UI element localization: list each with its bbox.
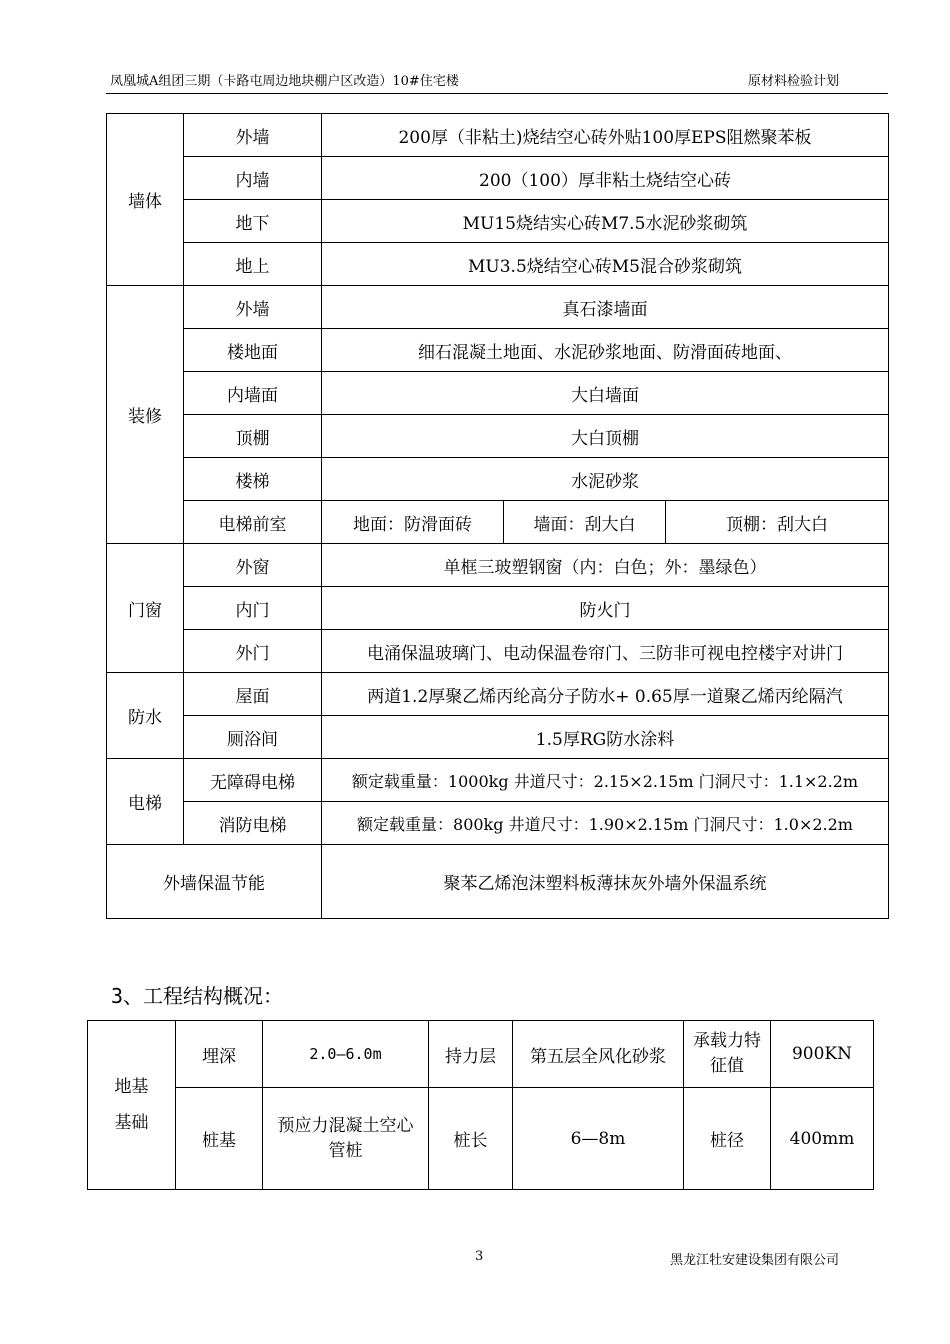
table-row [88,1088,874,1190]
cell-value: 6—8m [513,1088,684,1190]
table-row [107,673,889,716]
row-value: 水泥砂浆 [322,458,889,501]
cell-label: 桩基 [176,1088,263,1190]
table-row [107,286,889,329]
page-number: 3 [475,1249,484,1264]
table-row [107,329,889,372]
row-label: 外窗 [184,544,322,587]
cell-label: 埋深 [176,1021,263,1088]
row-value: 聚苯乙烯泡沫塑料板薄抹灰外墙外保温系统 [322,845,889,919]
group-label-elevator: 电梯 [107,759,184,845]
table-row [107,415,889,458]
cell-value: 900KN [771,1021,874,1088]
building-spec-table [106,113,889,919]
row-label: 内墙 [184,157,322,200]
footer-company: 黑龙江牡安建设集团有限公司 [669,1253,839,1268]
row-value: 大白墙面 [322,372,889,415]
row-label: 外门 [184,630,322,673]
row-value: 大白顶棚 [322,415,889,458]
row-label: 内门 [184,587,322,630]
row-value: 200（100）厚非粘土烧结空心砖 [322,157,889,200]
cell-label: 桩长 [429,1088,513,1190]
group-label-doors-windows: 门窗 [107,544,184,673]
cell-value: 预应力混凝土空心管桩 [263,1088,429,1190]
lobby-wall-value: 墙面：刮大白 [504,501,666,544]
table-row [107,544,889,587]
row-label: 内墙面 [184,372,322,415]
row-value: MU15烧结实心砖M7.5水泥砂浆砌筑 [322,200,889,243]
header-divider [106,93,888,94]
group-label-line: 基础 [114,1113,149,1133]
row-value: 额定载重量：1000kg 井道尺寸：2.15×2.15m 门洞尺寸：1.1×2.2m [322,759,889,802]
table-row [107,716,889,759]
group-label-foundation [88,1021,176,1190]
table-row [107,845,889,919]
row-label: 楼地面 [184,329,322,372]
row-label: 地下 [184,200,322,243]
lobby-ceiling-value: 顶棚：刮大白 [666,501,889,544]
table-row [88,1021,874,1088]
row-value: 额定载重量：800kg 井道尺寸：1.90×2.15m 门洞尺寸：1.0×2.2m [322,802,889,845]
row-label: 厕浴间 [184,716,322,759]
cell-label: 承载力特征值 [684,1021,771,1088]
row-label: 屋面 [184,673,322,716]
row-label: 无障碍电梯 [184,759,322,802]
table-row [107,458,889,501]
cell-value: 第五层全风化砂浆 [513,1021,684,1088]
table-row [107,630,889,673]
row-label: 外墙 [184,286,322,329]
row-label: 消防电梯 [184,802,322,845]
row-label: 地上 [184,243,322,286]
row-value: MU3.5烧结空心砖M5混合砂浆砌筑 [322,243,889,286]
row-value: 200厚（非粘土)烧结空心砖外贴100厚EPS阻燃聚苯板 [322,114,889,157]
section-title: 3、工程结构概况： [111,984,284,1008]
row-label: 顶棚 [184,415,322,458]
group-label-wall: 墙体 [107,114,184,286]
cell-value: 400mm [771,1088,874,1190]
table-row [107,157,889,200]
table-row [107,114,889,157]
table-row [107,372,889,415]
row-value: 防火门 [322,587,889,630]
header-document-title: 原材料检验计划 [747,74,839,89]
group-label-decoration: 装修 [107,286,184,544]
cell-value: 2.0—6.0m [263,1021,429,1088]
table-row [107,200,889,243]
row-label: 外墙保温节能 [107,845,322,919]
row-value: 两道1.2厚聚乙烯丙纶高分子防水+ 0.65厚一道聚乙烯丙纶隔汽 [322,673,889,716]
table-row [107,587,889,630]
cell-label: 桩径 [684,1088,771,1190]
lobby-floor-value: 地面：防滑面砖 [322,501,504,544]
row-label: 外墙 [184,114,322,157]
row-value: 真石漆墙面 [322,286,889,329]
row-label: 电梯前室 [184,501,322,544]
structure-overview-table [87,1020,874,1190]
table-row [107,759,889,802]
table-row [107,243,889,286]
row-value: 细石混凝土地面、水泥砂浆地面、防滑面砖地面、 [322,329,889,372]
row-label: 楼梯 [184,458,322,501]
table-row [107,501,889,544]
table-row [107,802,889,845]
group-label-waterproof: 防水 [107,673,184,759]
row-value: 1.5厚RG防水涂料 [322,716,889,759]
header-project-title: 凤凰城A组团三期（卡路屯周边地块棚户区改造）10#住宅楼 [110,74,459,89]
row-value: 电涌保温玻璃门、电动保温卷帘门、三防非可视电控楼宇对讲门 [322,630,889,673]
group-label-line: 地基 [114,1077,149,1097]
cell-label: 持力层 [429,1021,513,1088]
row-value: 单框三玻塑钢窗（内：白色；外：墨绿色） [322,544,889,587]
